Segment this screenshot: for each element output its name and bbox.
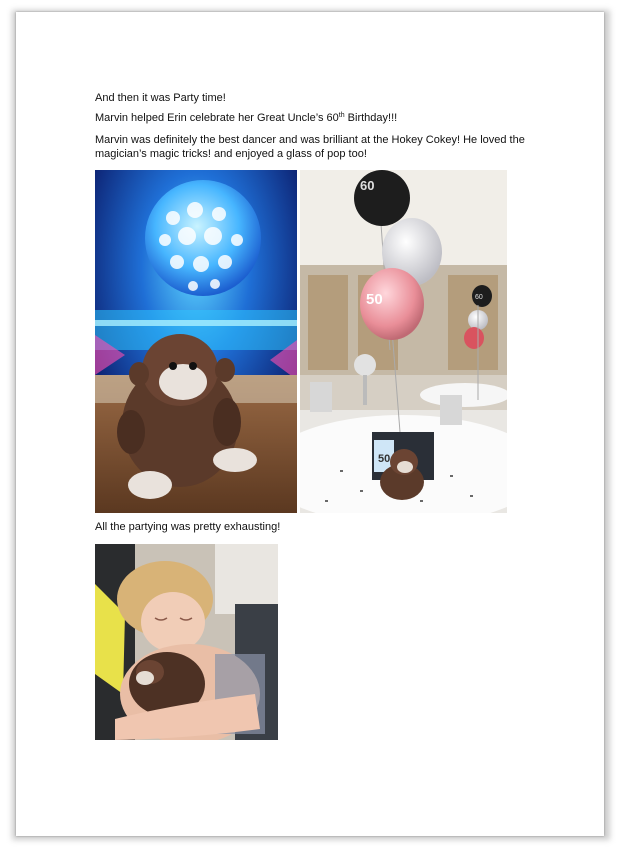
text-dancer-paragraph: Marvin was definitely the best dancer and was brilliant at the Hokey Cokey! He loved the magician’s magic tricks! and enjoyed a glass of pop too! — [95, 134, 525, 160]
birthday-text-start: Marvin helped Erin celebrate her Great Uncle’s 60 — [95, 112, 339, 124]
photo-sleeping-girl — [95, 544, 278, 740]
balloon-small-number: 60 — [475, 294, 483, 301]
balloon-top-number: 60 — [360, 178, 375, 193]
centerpiece-number: 50 — [378, 453, 391, 465]
document-page — [16, 12, 604, 836]
text-exhausting: All the partying was pretty exhausting! — [95, 521, 281, 533]
text-birthday-line — [95, 111, 397, 125]
ordinal-superscript: th — [338, 112, 345, 119]
balloon-big-number: 50 — [366, 291, 383, 308]
birthday-text-end: Birthday!!! — [344, 112, 398, 124]
photo-disco-monkey — [95, 170, 297, 513]
text-party-time: And then it was Party time! — [95, 92, 226, 104]
photo-party-balloons — [300, 170, 507, 513]
